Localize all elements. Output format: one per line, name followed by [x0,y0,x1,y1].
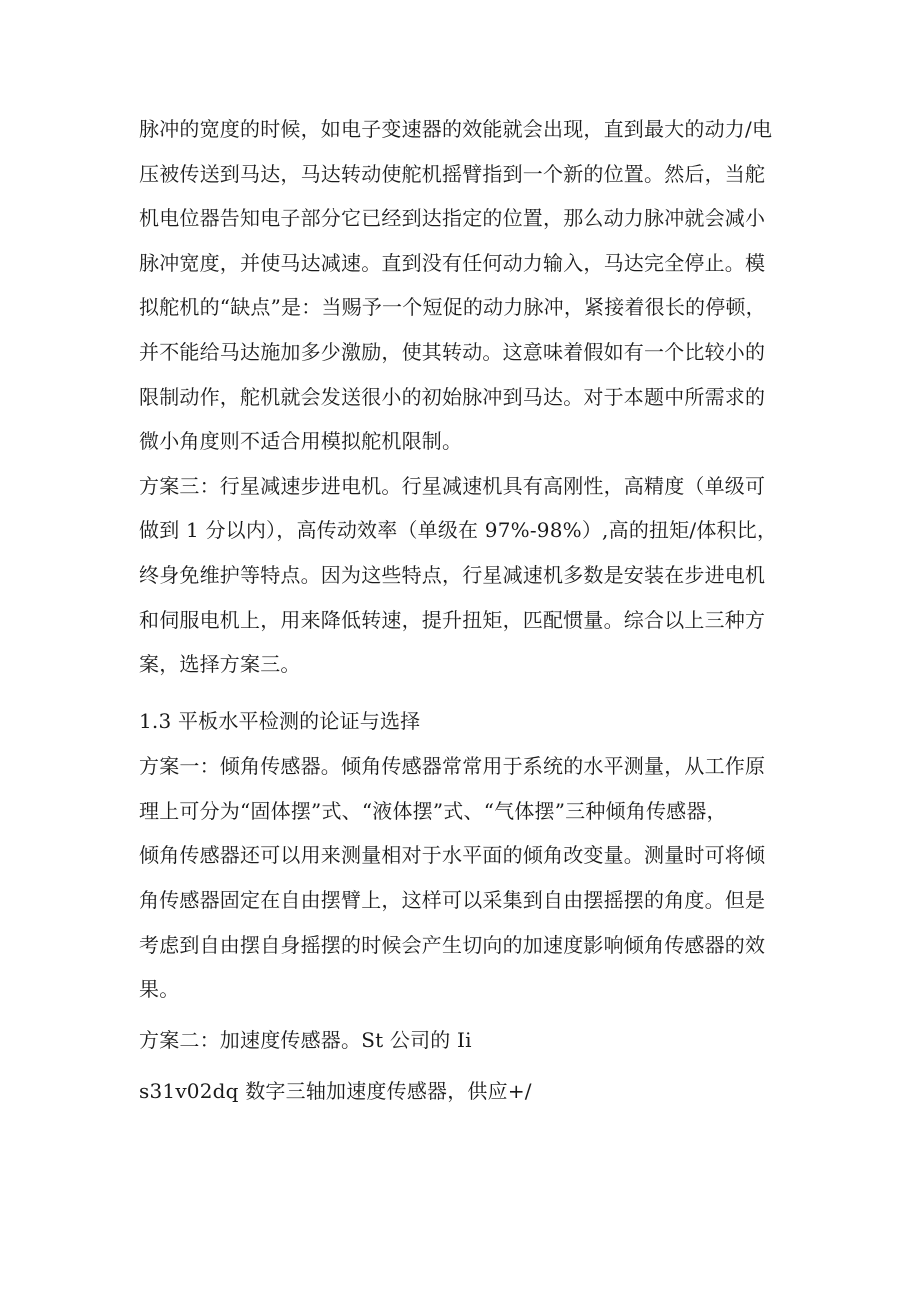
text-line: 案，选择方案三。 [139,652,301,677]
text-line: 压被传送到马达，马达转动使舵机摇臂指到一个新的位置。然后，当舵 [139,161,766,186]
text-line: 角传感器固定在自由摆臂上，这样可以采集到自由摆摇摆的角度。但是 [139,887,766,912]
text-line: 拟舵机的“缺点”是：当赐予一个短促的动力脉冲，紧接着很长的停顿， [139,295,766,320]
document-body [139,112,779,1119]
text-line: 倾角传感器还可以用来测量相对于水平面的倾角改变量。测量时可将倾 [139,843,766,868]
text-line: 并不能给马达施加多少激励，使其转动。这意味着假如有一个比较小的 [139,339,766,364]
section-heading: 1.3 平板水平检测的论证与选择 [139,709,421,734]
text-line: 脉冲宽度，并使马达减速。直到没有任何动力输入，马达完全停止。模 [139,250,766,275]
text-line: 和伺服电机上，用来降低转速，提升扭矩，匹配惯量。综合以上三种方 [139,607,766,632]
text-line: 脉冲的宽度的时候，如电子变速器的效能就会出现，直到最大的动力/电 [139,117,773,141]
text-line: 机电位器告知电子部分它已经到达指定的位置，那么动力脉冲就会减小 [139,206,766,231]
text-line: 考虑到自由摆自身摇摆的时候会产生切向的加速度影响倾角传感器的效 [139,932,766,957]
text-line: 方案一：倾角传感器。倾角传感器常常用于系统的水平测量，从工作原 [139,754,766,779]
text-line: 限制动作，舵机就会发送很小的初始脉冲到马达。对于本题中所需求的 [139,384,766,409]
text-line: 理上可分为“固体摆”式、“液体摆”式、“气体摆”三种倾角传感器， [139,798,727,823]
text-line: s31v02dq 数字三轴加速度传感器，供应+/ [139,1079,532,1104]
text-line: 方案二：加速度传感器。St 公司的 Ii [139,1028,472,1053]
text-line: 终身免维护等特点。因为这些特点，行星减速机多数是安装在步进电机 [139,562,766,587]
text-line: 做到 1 分以内），高传动效率（单级在 97%-98%）,高的扭矩/体积比， [139,518,778,543]
text-line: 微小角度则不适合用模拟舵机限制。 [139,429,463,454]
text-line: 方案三：行星减速步进电机。行星减速机具有高刚性，高精度（单级可 [139,473,766,498]
text-line: 果。 [139,977,180,1002]
